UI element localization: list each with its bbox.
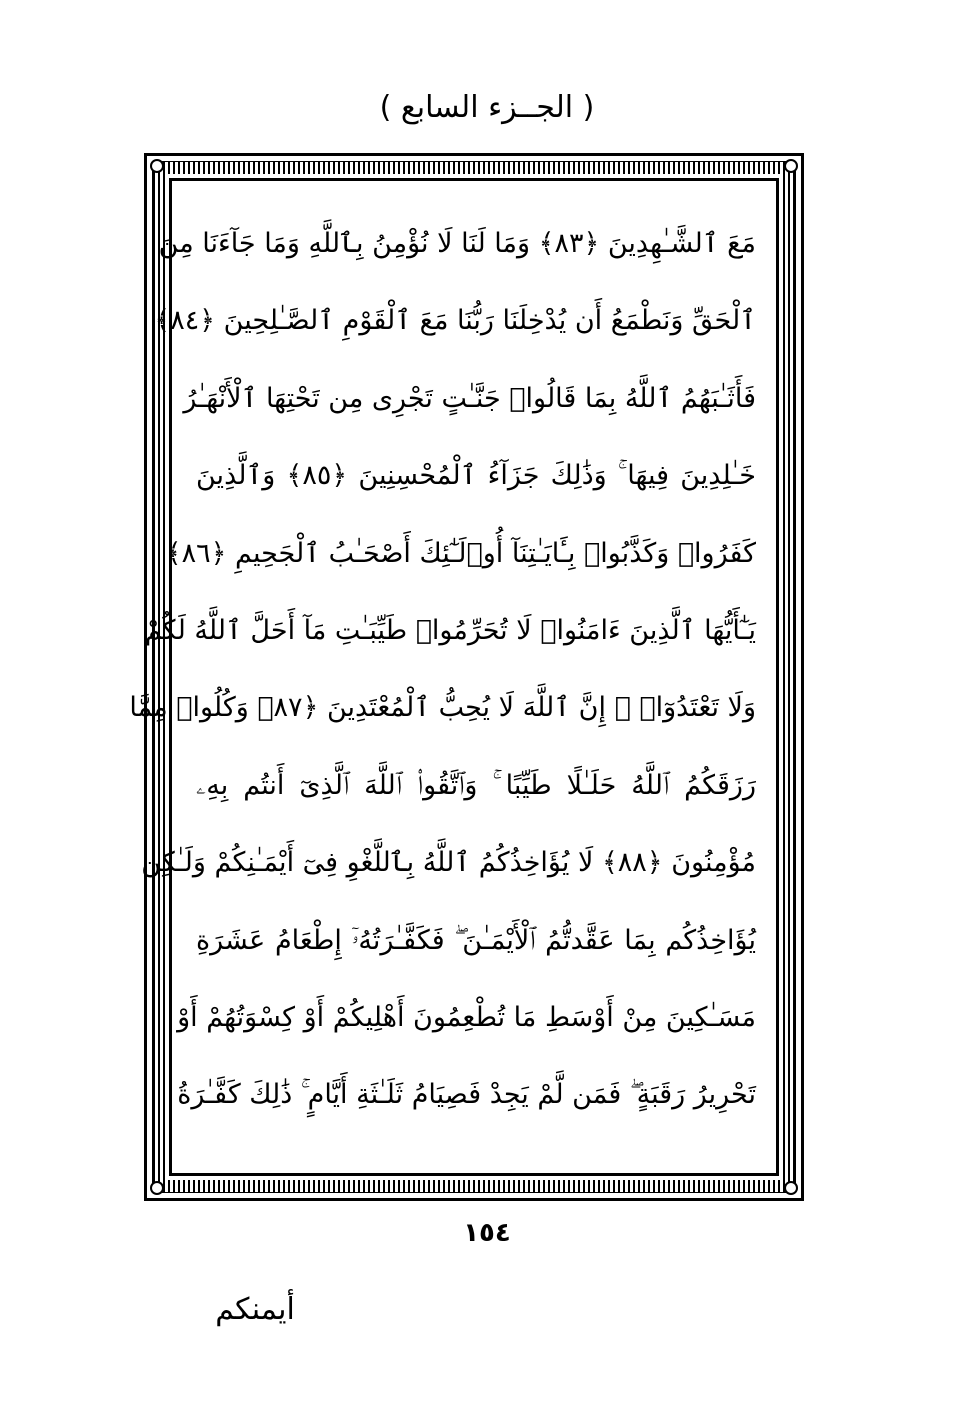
text-line-4: خَـٰلِدِينَ فِيهَا ۚ وَذَٰلِكَ جَزَآءُ ٱلْمُحْسِنِينَ ﴿٨٥﴾ وَٱلَّذِينَ [196, 460, 756, 492]
text-line-7: وَلَا تَعْتَدُوٓا۟ ۚ إِنَّ ٱللَّهَ لَا يُحِبُّ ٱلْمُعْتَدِينَ ﴿٨٧﴾ وَكُلُوا۟ مِمَّا [129, 692, 756, 724]
text-line-2: ٱلْحَقِّ وَنَطْمَعُ أَن يُدْخِلَنَا رَبُّنَا مَعَ ٱلْقَوْمِ ٱلصَّـٰلِحِينَ ﴿٨٤﴾ [154, 305, 756, 337]
juz-title: ( الجــزء السابع ) [379, 90, 595, 125]
text-line-11: مَسَـٰكِينَ مِنْ أَوْسَطِ مَا تُطْعِمُونَ أَهْلِيكُمْ أَوْ كِسْوَتُهُمْ أَوْ [177, 1001, 756, 1033]
text-line-12: تَحْرِيرُ رَقَبَةٍ ۖ فَمَن لَّمْ يَجِدْ فَصِيَامُ ثَلَـٰثَةِ أَيَّامٍ ۚ ذَٰلِكَ كَفَّـٰرَةُ [177, 1079, 756, 1111]
text-line-1: مَعَ ٱلشَّـٰهِدِينَ ﴿٨٣﴾ وَمَا لَنَا لَا نُؤْمِنُ بِٱللَّهِ وَمَا جَآءَنَا مِنَ [158, 228, 756, 259]
corner-ornament-icon [784, 159, 798, 173]
text-line-9: مُؤْمِنُونَ ﴿٨٨﴾ لَا يُؤَاخِذُكُمُ ٱللَّهُ بِٱللَّغْوِ فِىٓ أَيْمَـٰنِكُمْ وَلَـٰكِن [141, 847, 756, 879]
corner-ornament-icon [784, 1181, 798, 1195]
text-line-3: فَأَثَـٰبَهُمُ ٱللَّهُ بِمَا قَالُوا۟ جَنَّـٰتٍ تَجْرِى مِن تَحْتِهَا ٱلْأَنْهَـٰرُ [183, 382, 756, 414]
text-line-5: كَفَرُوا۟ وَكَذَّبُوا۟ بِـَٔايَـٰتِنَآ أُو۟لَـٰٓئِكَ أَصْحَـٰبُ ٱلْجَحِيمِ ﴿٨٦﴾ [165, 537, 756, 569]
catchword: أيمنكم [215, 1292, 295, 1327]
text-line-10: يُؤَاخِذُكُم بِمَا عَقَّدتُّمُ ٱلْأَيْمَـٰنَ ۖ فَكَفَّـٰرَتُهُۥٓ إِطْعَامُ عَشَرَةِ [196, 924, 756, 956]
text-line-8: رَزَقَكُمُ ٱللَّهُ حَلَـٰلًا طَيِّبًا ۚ وَٱتَّقُوا۟ ٱللَّهَ ٱلَّذِىٓ أَنتُم بِهِۦ [196, 769, 756, 801]
page-number: ١٥٤ [463, 1218, 511, 1248]
quran-text-block [129, 205, 756, 1134]
corner-ornament-icon [150, 1181, 164, 1195]
text-line-6: يَـٰٓأَيُّهَا ٱلَّذِينَ ءَامَنُوا۟ لَا تُحَرِّمُوا۟ طَيِّبَـٰتِ مَآ أَحَلَّ ٱللَّهُ لَكُمْ [144, 614, 756, 646]
corner-ornament-icon [150, 159, 164, 173]
